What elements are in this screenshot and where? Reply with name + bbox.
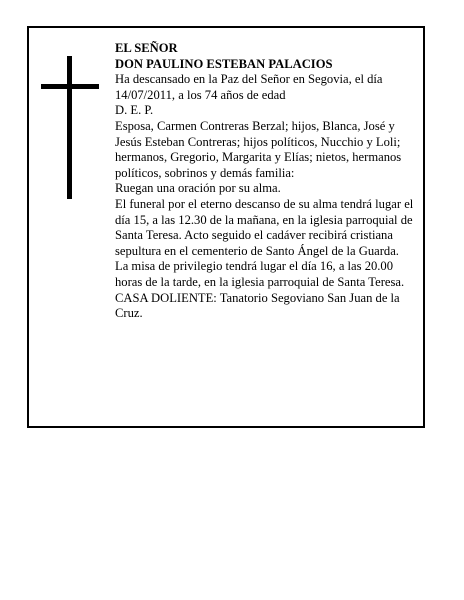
- prayer-request: Ruegan una oración por su alma.: [115, 181, 281, 196]
- cross-horizontal-bar: [41, 84, 99, 89]
- family-list: Esposa, Carmen Contreras Berzal; hijos, Blanca, José y Jesús Esteban Contreras; hijos políticos, Nucchio y Loli; hermanos, Gregorio, Margarita y Elías; nietos, hermanos políticos, sobrinos y demás familia:: [115, 118, 402, 180]
- obituary-notice: [27, 26, 425, 428]
- rip-abbreviation: D. E. P.: [115, 103, 154, 118]
- cross-vertical-bar: [67, 56, 72, 199]
- heading-title: EL SEÑOR: [115, 41, 178, 55]
- funeral-home: CASA DOLIENTE: Tanatorio Segoviano San Juan de la Cruz.: [115, 290, 400, 321]
- mass-details: La misa de privilegio tendrá lugar el día 16, a las 20.00 horas de la tarde, en la iglesia parroquial de Santa Teresa.: [115, 259, 405, 289]
- obituary-text: [115, 41, 419, 322]
- cross-icon: [41, 56, 99, 199]
- death-announcement: Ha descansado en la Paz del Señor en Segovia, el día 14/07/2011, a los 74 años de edad: [115, 72, 383, 102]
- funeral-details: El funeral por el eterno descanso de su alma tendrá lugar el día 15, a las 12.30 de la mañana, en la iglesia parroquial de Santa Teresa. Acto seguido el cadáver recibirá cristiana sepultura en el cementerio de Santo Ángel de la Guarda.: [115, 196, 414, 258]
- deceased-name: DON PAULINO ESTEBAN PALACIOS: [115, 56, 333, 71]
